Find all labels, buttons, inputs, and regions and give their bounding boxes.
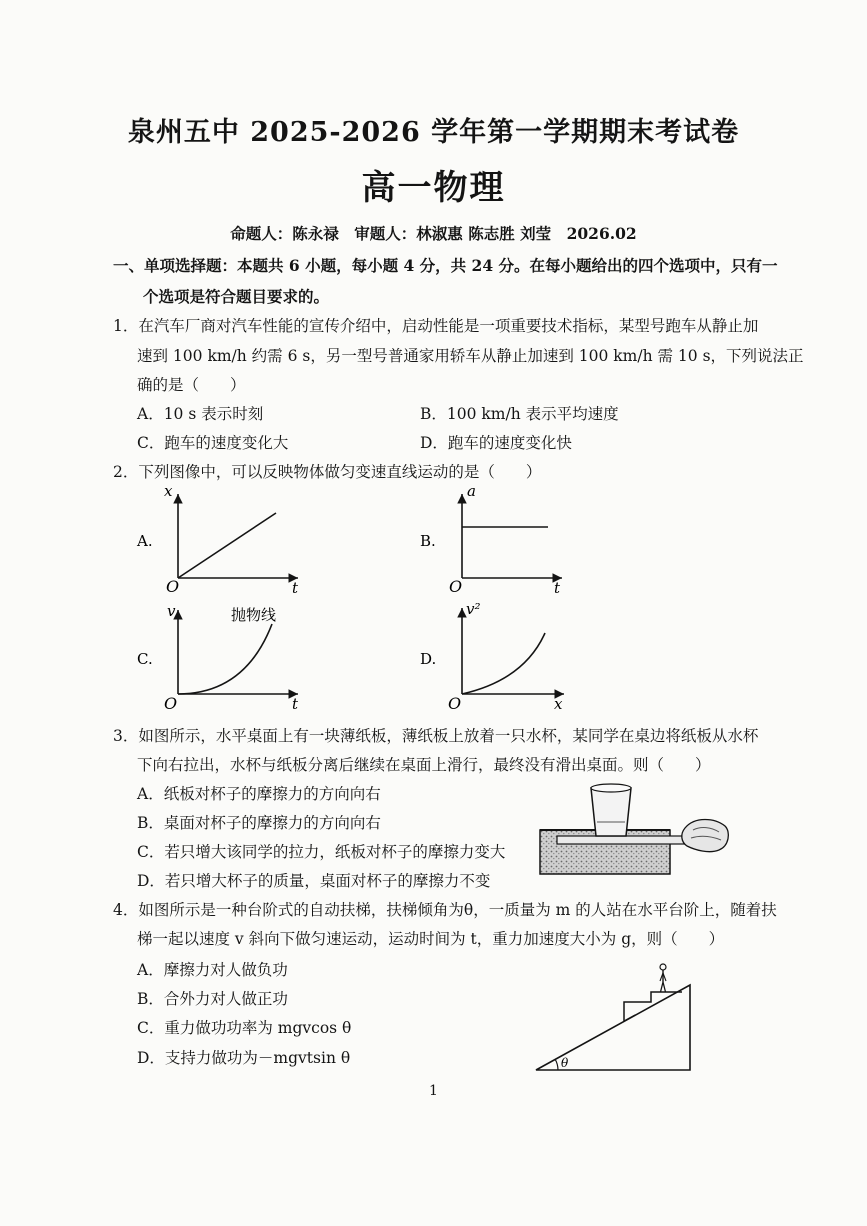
q2-graph-d [420,600,564,713]
angle-label: θ [561,1056,569,1070]
q2-graph-d-origin: O [448,694,462,713]
q2-graph-b-letter: B. [420,532,436,550]
q2-graph-a-letter: A. [137,532,153,550]
q4-option-a: A．摩擦力对人做负功 [137,961,288,979]
q4-option-c: C．重力做功功率为 mgvcos θ [137,1019,352,1037]
q2-graph-a-origin: O [166,577,180,596]
step-shape [624,992,682,1021]
q2-graph-a-curve [178,513,276,578]
section-heading-line1: 一、单项选择题：本题共 6 小题，每小题 4 分，共 24 分。在每小题给出的四个选项中，只有一 [113,256,778,275]
q4-figure [530,955,705,1075]
q3-option-a: A．纸板对杯子的摩擦力的方向向右 [137,785,381,803]
paper-board-shape [557,836,697,844]
q2-graph-d-x-label: x [554,695,563,713]
page-number: 1 [429,1083,438,1099]
q2-graph-c-curve [178,624,272,694]
q1-option-b: B．100 km/h 表示平均速度 [420,405,619,423]
q2-graph-c-origin: O [164,694,178,713]
q2-graph-c-letter: C. [137,650,153,668]
q1-option-d: D．跑车的速度变化快 [420,434,572,452]
q2-graph-c-y-label: v [167,602,176,620]
hand-shape [682,820,729,852]
q2-graph-d-letter: D. [420,650,437,668]
section-heading-line2: 个选项是符合题目要求的。 [143,287,330,306]
q2-graph-b-y-label: a [467,482,476,500]
q1-stem-line3: 确的是（ ） [137,376,246,394]
q3-option-c: C．若只增大该同学的拉力，纸板对杯子的摩擦力变大 [137,843,506,861]
q3-option-b: B．桌面对杯子的摩擦力的方向向右 [137,814,381,832]
q3-stem-line2: 下向右拉出，水杯与纸板分离后继续在桌面上滑行，最终没有滑出桌面。则（ ） [137,756,711,774]
q2-graph-a-y-label: x [164,482,173,500]
cup-shape [591,784,631,836]
subject-title: 高一物理 [361,168,506,208]
q2-graph-b [420,482,562,597]
q4-option-d: D．支持力做功为－mgvtsin θ [137,1049,351,1067]
q2-graph-c-note: 抛物线 [231,606,277,624]
q3-figure [535,780,735,880]
q2-graph-d-y-label: v² [466,600,481,618]
q2-stem: 2．下列图像中，可以反映物体做匀变速直线运动的是（ ） [113,463,542,481]
q2-graph-a-x-label: t [292,579,299,597]
incline-shape [536,985,690,1070]
q2-graph-d-curve [462,633,545,694]
q2-graph-b-x-label: t [554,579,561,597]
q3-option-d: D．若只增大杯子的质量，桌面对杯子的摩擦力不变 [137,872,491,890]
angle-arc [555,1059,558,1070]
q1-stem-line2: 速到 100 km/h 约需 6 s，另一型号普通家用轿车从静止加速到 100 km/h 需 10 s，下列说法正 [137,347,804,365]
q1-option-c: C．跑车的速度变化大 [137,434,289,452]
q2-graph-b-origin: O [449,577,463,596]
q1-option-a: A．10 s 表示时刻 [137,405,264,423]
q2-graph-c-x-label: t [292,695,299,713]
q2-graph-a [136,482,299,597]
q4-stem-line2: 梯一起以速度 v 斜向下做匀速运动，运动时间为 t，重力加速度大小为 g，则（ ） [137,930,725,948]
q1-stem-line1: 1．在汽车厂商对汽车性能的宣传介绍中，启动性能是一项重要技术指标，某型号跑车从静止加 [113,317,759,335]
person-figure [660,964,666,992]
authors-line: 命题人：陈永禄 审题人：林淑惠 陈志胜 刘莹 2026.02 [230,224,637,243]
exam-title: 泉州五中 2025-2026 学年第一学期期末考试卷 [127,117,740,148]
q4-option-b: B．合外力对人做正功 [137,990,288,1008]
q4-stem-line1: 4．如图所示是一种台阶式的自动扶梯，扶梯倾角为θ，一质量为 m 的人站在水平台阶上，随着扶 [113,901,777,919]
q2-graph-c [137,602,299,713]
q3-stem-line1: 3．如图所示，水平桌面上有一块薄纸板，薄纸板上放着一只水杯，某同学在桌边将纸板从水杯 [113,727,759,745]
